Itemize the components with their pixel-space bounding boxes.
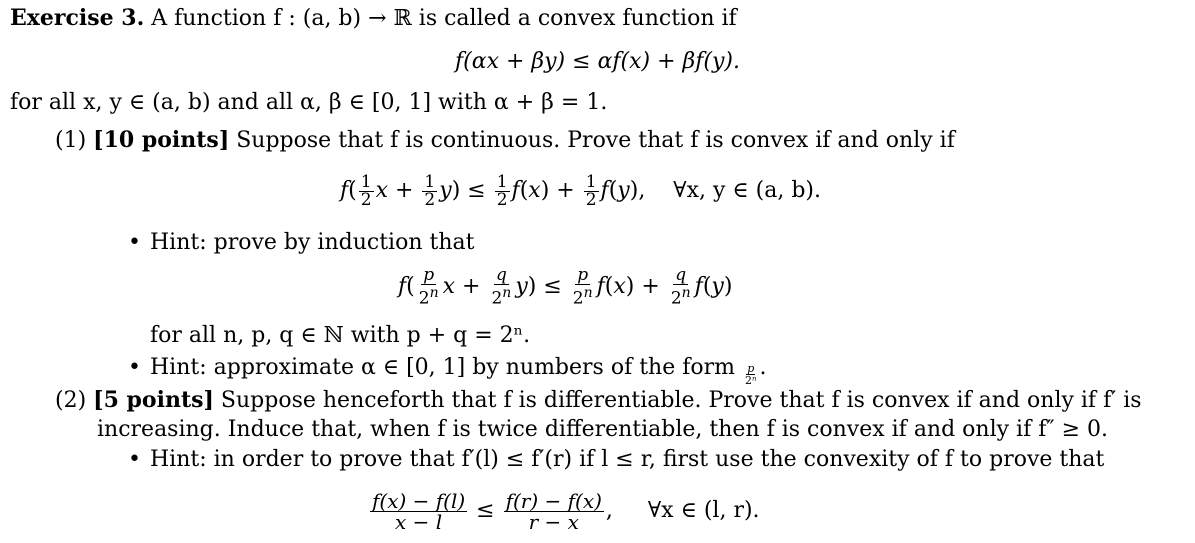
part1-points: [10 points] xyxy=(93,127,230,153)
hint-approximate-text: Hint: approximate α ∈ [0, 1] by numbers of the form xyxy=(150,355,735,380)
exercise-intro: A function f : (a, b) → ℝ is called a convex function if xyxy=(151,6,737,31)
midpoint-quantifier: ∀x, y ∈ (a, b). xyxy=(673,178,822,203)
dyadic-condition: for all n, p, q ∈ ℕ with p + q = 2ⁿ. xyxy=(150,323,531,348)
hint-induction xyxy=(128,229,474,257)
definition-lhs: f(αx + βy) xyxy=(454,49,566,74)
slope-left-denominator: x − l xyxy=(395,509,443,534)
slope-right-numerator: f(r) − f(x) xyxy=(505,488,602,513)
part2-text-line2: increasing. Induce that, when f is twice differentiable, then f is convex if and only if f″ ≥ 0. xyxy=(97,417,1108,442)
part2-points: [5 points] xyxy=(93,387,214,413)
slope-inequality: $\frac{f(x) - f(l)}{x - l}$ ≤ $\frac{f(r) - f(x)}{r - x}$ , ∀x ∈ (l, r). xyxy=(372,488,760,534)
part2-number: (2) xyxy=(55,388,87,413)
bullet-icon: • xyxy=(128,355,141,380)
hint-approximate: • Hint: approximate α ∈ [0, 1] by numbers of the form $\frac{p}{\text{2ⁿ}}$ . xyxy=(128,355,767,387)
exercise-label: Exercise 3. xyxy=(10,5,145,31)
exercise-heading xyxy=(10,4,737,33)
definition-condition: for all x, y ∈ (a, b) and all α, β ∈ [0, 1] with α + β = 1. xyxy=(10,90,608,115)
bullet-icon: • xyxy=(128,447,141,472)
hint-derivative-text: Hint: in order to prove that f′(l) ≤ f′(r) if l ≤ r, first use the convexity of f to prove that xyxy=(150,447,1105,472)
part2-text-line1: Suppose henceforth that f is differentiable. Prove that f is convex if and only if f′ is xyxy=(220,388,1142,413)
dyadic-convexity-equation: f ( $\frac{p}{2^n}$ x + $\frac{q}{2^n}$ y ) ≤ $\frac{p}{2^n}$ f ( x ) + $\frac{q}{2^n}$ f ( y ) xyxy=(398,264,733,309)
hint-induction-text: Hint: prove by induction that xyxy=(150,230,475,255)
slope-left-numerator: f(x) − f(l) xyxy=(372,488,466,513)
midpoint-convexity-equation: f ( $\frac{1}{2}$ x + $\frac{1}{2}$ y ) ≤ $\frac{1}{2}$ f ( x ) + $\frac{1}{2}$ f ( y ), ∀x, y ∈ (a, b). xyxy=(340,171,822,210)
part1-text: Suppose that f is continuous. Prove that f is convex if and only if xyxy=(236,128,955,153)
part2-statement xyxy=(55,386,1142,415)
definition-rhs: αf(x) + βf(y). xyxy=(597,49,741,74)
slope-right-denominator: r − x xyxy=(528,509,579,534)
slope-quantifier: ∀x ∈ (l, r). xyxy=(647,498,760,523)
bullet-icon: • xyxy=(128,230,141,255)
convexity-definition: f(αx + βy) ≤ αf(x) + βf(y). xyxy=(454,49,741,74)
part1-statement xyxy=(55,126,955,155)
part1-number: (1) xyxy=(55,128,87,153)
hint-derivative xyxy=(128,446,1104,474)
